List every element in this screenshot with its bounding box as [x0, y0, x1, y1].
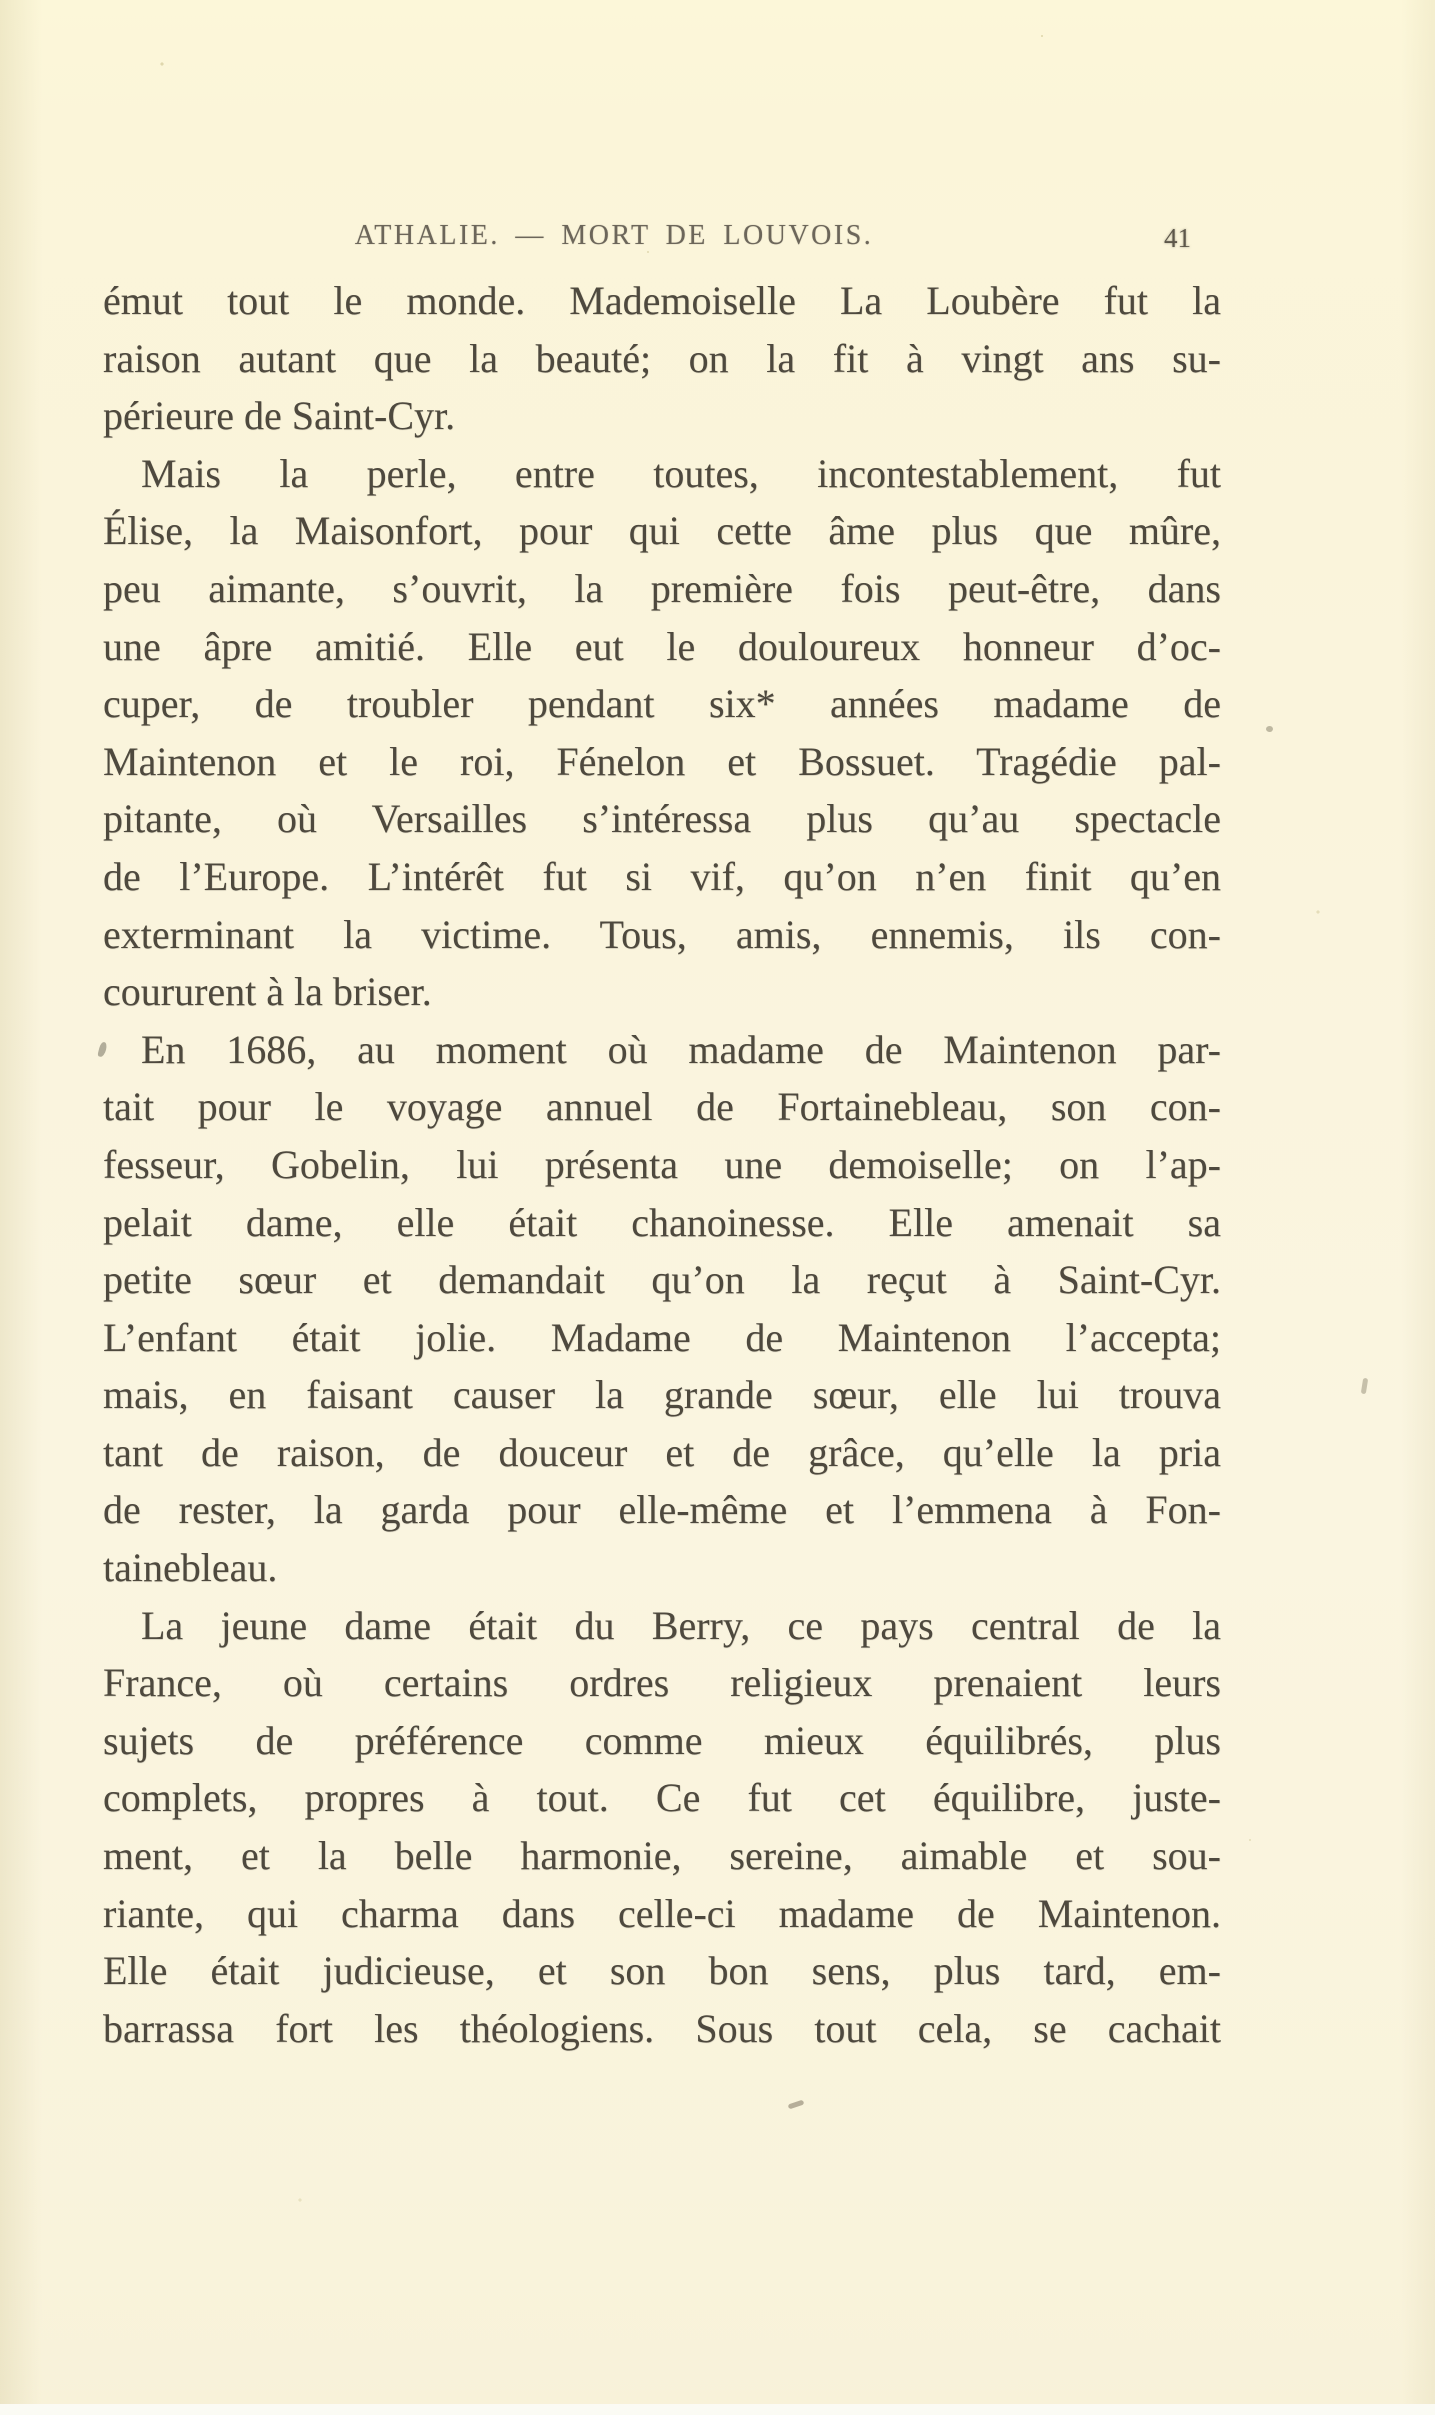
text-line: Élise, la Maisonfort, pour qui cette âme plus que mûre, [103, 508, 1221, 554]
text-line: Maintenon et le roi, Fénelon et Bossuet. Tragédie pal- [103, 738, 1221, 784]
text-line: riante, qui charma dans celle-ci madame de Maintenon. [103, 1890, 1221, 1936]
page-number: 41 [1164, 223, 1191, 253]
running-header [103, 220, 1221, 264]
text-block [103, 272, 1221, 2057]
text-line: pitante, où Versailles s’intéressa plus qu’au spectacle [103, 796, 1221, 842]
paragraph [103, 1021, 1221, 1597]
text-line: En 1686, au moment où madame de Maintenon par- [141, 1026, 1221, 1072]
text-line: périeure de Saint-Cyr. [103, 393, 456, 439]
text-line: La jeune dame était du Berry, ce pays central de la [141, 1602, 1221, 1648]
paragraph [103, 445, 1221, 1021]
text-line: peu aimante, s’ouvrit, la première fois peut-être, dans [103, 565, 1221, 611]
paragraph [103, 272, 1221, 445]
text-line: raison autant que la beauté; on la fit à vingt ans su- [103, 335, 1221, 381]
ink-speck [788, 2100, 805, 2110]
text-line: complets, propres à tout. Ce fut cet équilibre, juste- [103, 1775, 1221, 1821]
text-line: tait pour le voyage annuel de Fortainebleau, son con- [103, 1084, 1221, 1130]
text-line: fesseur, Gobelin, lui présenta une demoiselle; on l’ap- [103, 1141, 1221, 1187]
text-line: France, où certains ordres religieux prenaient leurs [103, 1660, 1221, 1706]
text-line: émut tout le monde. Mademoiselle La Loubère fut la [103, 278, 1221, 323]
text-line: Mais la perle, entre toutes, incontestablement, fut [141, 450, 1221, 496]
text-line: petite sœur et demandait qu’on la reçut à Saint-Cyr. [103, 1257, 1221, 1303]
text-line: barrassa fort les théologiens. Sous tout cela, se cachait [103, 2005, 1221, 2051]
text-line: tainebleau. [103, 1545, 278, 1591]
running-header-title: ATHALIE. — MORT DE LOUVOIS. [354, 220, 874, 251]
text-line: une âpre amitié. Elle eut le douloureux honneur d’oc- [103, 623, 1221, 669]
text-line: de rester, la garda pour elle-même et l’emmena à Fon- [103, 1487, 1221, 1533]
scan-edge [0, 2404, 1435, 2415]
text-line: ment, et la belle harmonie, sereine, aimable et sou- [103, 1833, 1221, 1879]
text-line: sujets de préférence comme mieux équilibrés, plus [103, 1717, 1221, 1763]
paragraph [103, 1597, 1221, 2058]
text-line: pelait dame, elle était chanoinesse. Elle amenait sa [103, 1199, 1221, 1245]
text-line: coururent à la briser. [103, 969, 432, 1015]
text-line: exterminant la victime. Tous, amis, ennemis, ils con- [103, 911, 1221, 957]
text-line: de l’Europe. L’intérêt fut si vif, qu’on n’en finit qu’en [103, 853, 1221, 899]
text-line: cuper, de troubler pendant six* années madame de [103, 681, 1221, 727]
ink-speck [1361, 1378, 1368, 1395]
text-line: mais, en faisant causer la grande sœur, elle lui trouva [103, 1372, 1221, 1418]
text-line: Elle était judicieuse, et son bon sens, plus tard, em- [103, 1948, 1221, 1994]
text-line: L’enfant était jolie. Madame de Maintenon l’accepta; [103, 1314, 1221, 1360]
text-line: tant de raison, de douceur et de grâce, qu’elle la pria [103, 1429, 1221, 1475]
ink-speck [1266, 726, 1273, 732]
